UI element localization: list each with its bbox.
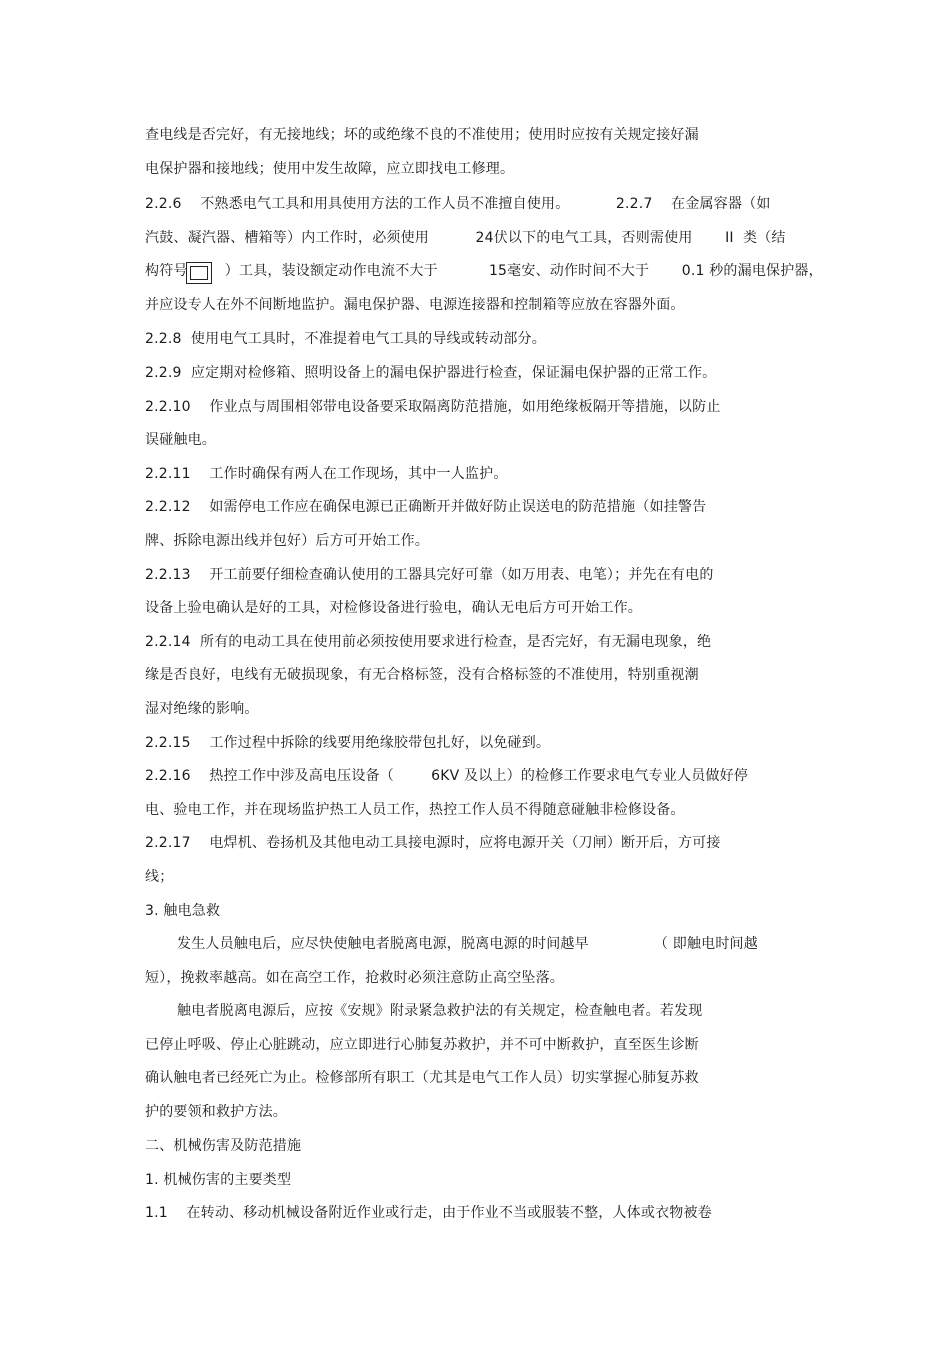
text-line: 2.2.15 工作过程中拆除的线要用绝缘胶带包扎好，以免碰到。: [145, 735, 551, 751]
paragraph-first-line: 发生人员触电后，应尽快使触电者脱离电源，脱离电源的时间越早 （ 即触电时间越: [177, 936, 758, 952]
text-line: 牌、拆除电源出线并包好）后方可开始工作。: [145, 533, 429, 549]
text-line: 设备上验电确认是好的工具，对检修设备进行验电，确认无电后方可开始工作。: [145, 600, 642, 616]
text-line: 2.2.12 如需停电工作应在确保电源已正确断开并做好防止误送电的防范措施（如挂警告: [145, 499, 707, 515]
text-line: 电保护器和接地线；使用中发生故障，应立即找电工修理。: [145, 161, 515, 177]
text-line: 短），挽救率越高。如在高空工作，抢救时必须注意防止高空坠落。: [145, 970, 564, 986]
text-line: 2.2.13 开工前要仔细检查确认使用的工器具完好可靠（如万用表、电笔）；并先在有电的: [145, 567, 714, 583]
text-line: 2.2.8 使用电气工具时，不准提着电气工具的导线或转动部分。: [145, 331, 546, 347]
text-line: 2.2.10 作业点与周围相邻带电设备要采取隔离防范措施，如用绝缘板隔开等措施，以防止: [145, 399, 721, 415]
text-line: 线；: [145, 869, 174, 885]
section-heading: 1. 机械伤害的主要类型: [145, 1172, 292, 1188]
text-line: 查电线是否完好，有无接地线；坏的或绝缘不良的不准使用；使用时应按有关规定接好漏: [145, 127, 699, 143]
double-insulation-symbol-icon: [186, 262, 212, 284]
text-line: 误碰触电。: [145, 432, 216, 448]
text-line: 2.2.17 电焊机、卷扬机及其他电动工具接电源时，应将电源开关（刀闸）断开后，方可接: [145, 835, 721, 851]
text-line: 护的要领和救护方法。: [145, 1104, 287, 1120]
section-heading: 3. 触电急救: [145, 903, 221, 919]
text-line: 2.2.9 应定期对检修箱、照明设备上的漏电保护器进行检查，保证漏电保护器的正常工作。: [145, 365, 717, 381]
text-line: 湿对绝缘的影响。: [145, 701, 259, 717]
text-line: 汽鼓、凝汽器、槽箱等）内工作时，必须使用 24伏以下的电气工具，否则需使用 II 类（结: [145, 230, 786, 246]
text-line: 2.2.14 所有的电动工具在使用前必须按使用要求进行检查，是否完好，有无漏电现象，绝: [145, 634, 712, 650]
text-line: 构符号 ）工具，装设额定动作电流不大于 15毫安、动作时间不大于 0.1 秒的漏电保护器，: [145, 263, 823, 279]
text-line: 缘是否良好，电线有无破损现象，有无合格标签，没有合格标签的不准使用，特别重视潮: [145, 667, 699, 683]
text-line: 2.2.11 工作时确保有两人在工作现场，其中一人监护。: [145, 466, 508, 482]
text-line: 1.1 在转动、移动机械设备附近作业或行走，由于作业不当或服装不整，人体或衣物被卷: [145, 1205, 712, 1221]
paragraph-first-line: 触电者脱离电源后，应按《安规》附录紧急救护法的有关规定，检查触电者。若发现: [177, 1003, 703, 1019]
text-line: 确认触电者已经死亡为止。检修部所有职工（尤其是电气工作人员）切实掌握心肺复苏救: [145, 1070, 699, 1086]
text-line: 已停止呼吸、停止心脏跳动，应立即进行心肺复苏救护，并不可中断救护，直至医生诊断: [145, 1037, 699, 1053]
text-line: 并应设专人在外不间断地监护。漏电保护器、电源连接器和控制箱等应放在容器外面。: [145, 297, 685, 313]
chapter-heading: 二、机械伤害及防范措施: [145, 1138, 302, 1154]
text-line: 2.2.16 热控工作中涉及高电压设备（ 6KV 及以上）的检修工作要求电气专业人员做好停: [145, 768, 749, 784]
text-line: 电、验电工作，并在现场监护热工人员工作，热控工作人员不得随意碰触非检修设备。: [145, 802, 685, 818]
text-line: 2.2.6 不熟悉电气工具和用具使用方法的工作人员不准擅自使用。 2.2.7 在金属容器（如: [145, 196, 771, 212]
